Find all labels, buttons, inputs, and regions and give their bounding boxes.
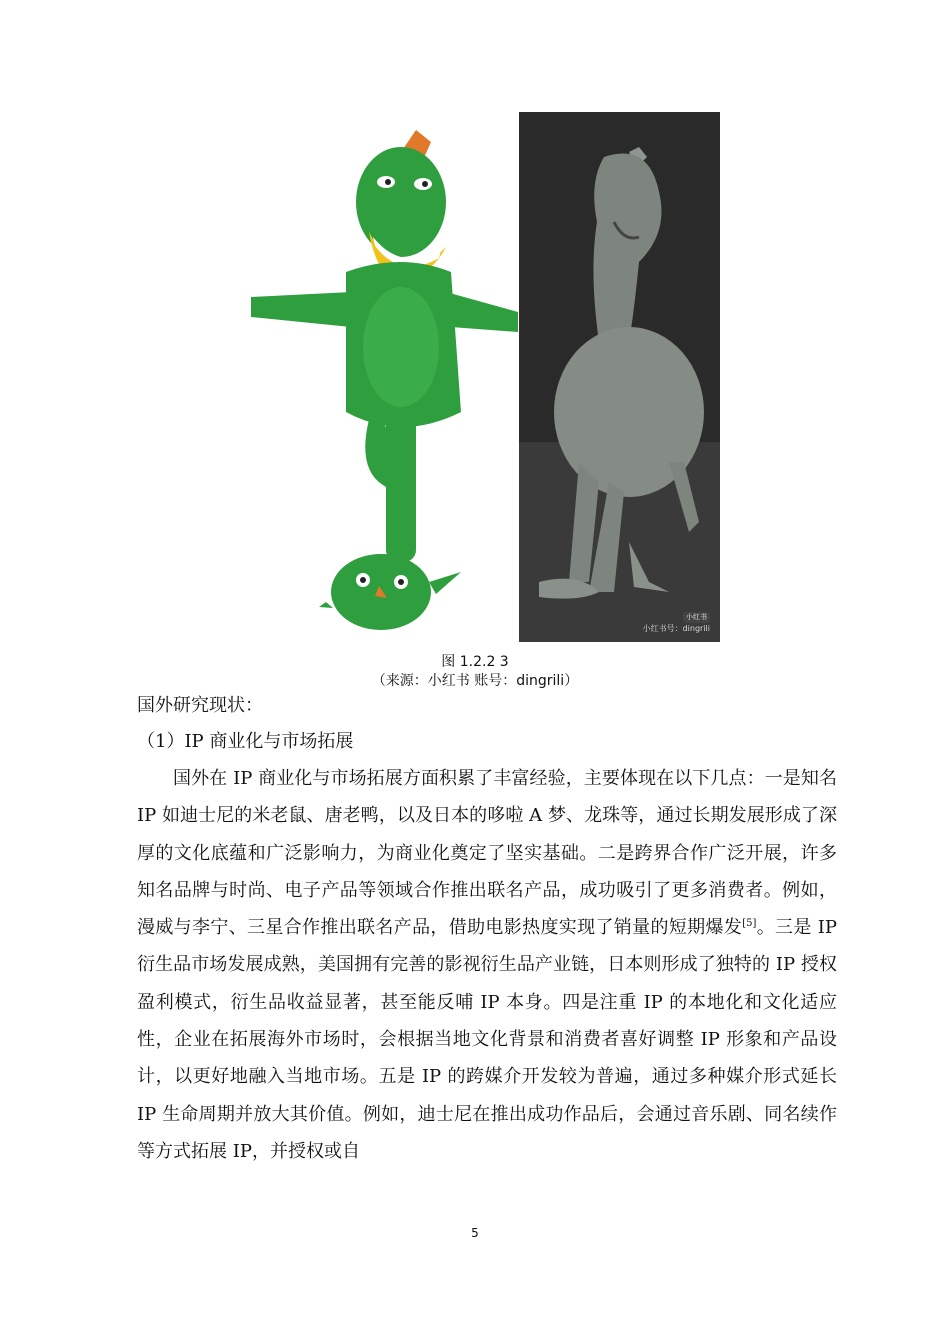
paragraph-text-b: 。三是 IP 衍生品市场发展成熟，美国拥有完善的影视衍生品产业链，日本则形成了独特的 IP 授权盈利模式，衍生品收益显著，甚至能反哺 IP 本身。四是注重 IP 的本地化和文化适应性，企业在拓展海外市场时，会根据当地文化背景和消费者喜好调整 IP 形象和产品设计，以更好地融入当地市场。五是 IP 的跨媒介开发较为普遍，通过多种媒介形式延长 IP 生命周期并放大其价值。例如，迪士尼在推出成功作品后，会通过音乐剧、同名续作等方式拓展 IP，并授权或自: [137, 917, 837, 1162]
subheading: （1）IP 商业化与市场拓展: [137, 731, 354, 752]
figure-caption-source: （来源：小红书 账号：dingrili）: [371, 673, 579, 689]
page-number: 5: [471, 1226, 479, 1240]
watermark-text: 小红书号：dingrili: [642, 624, 710, 633]
section-heading: 国外研究现状：: [137, 695, 263, 716]
citation-marker[interactable]: [5]: [742, 918, 757, 930]
watermark: [643, 611, 710, 634]
watermark-logo: 小红书: [683, 612, 710, 623]
body-paragraph: [137, 760, 837, 1170]
paragraph-text-a: 国外在 IP 商业化与市场拓展方面积累了丰富经验，主要体现在以下几点：一是知名 IP 如迪士尼的米老鼠、唐老鸭，以及日本的哆啦 A 梦、龙珠等，通过长期发展形成了深厚的文化底蕴和广泛影响力，为商业化奠定了坚实基础。二是跨界合作广泛开展，许多知名品牌与时尚、电子产品等领域合作推出联名产品，成功吸引了更多消费者。例如，漫威与李宁、三星合作推出联名产品，借助电影热度实现了销量的短期爆发: [137, 768, 837, 939]
figure-image: [251, 112, 720, 642]
figure-caption-title: 图 1.2.2 3: [441, 654, 509, 670]
bronze-horse-image: [519, 112, 720, 642]
plush-dragon-image: [251, 112, 518, 642]
